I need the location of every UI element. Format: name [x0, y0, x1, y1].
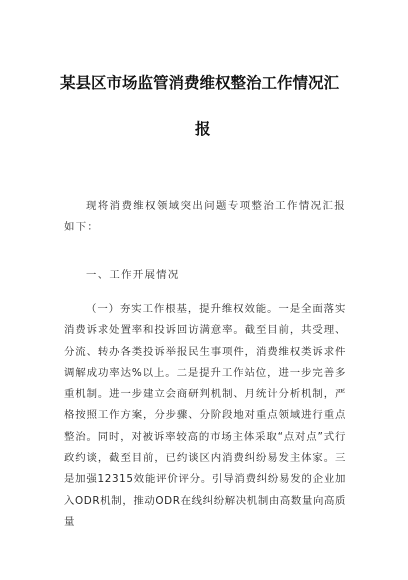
section-heading: 一、工作开展情况 — [86, 269, 180, 281]
intro-paragraph: 现将消费维权领域突出问题专项整治工作情况汇报如下： — [64, 200, 346, 234]
body-paragraph: （一）夯实工作根基，提升维权效能。一是全面落实消费诉求处置率和投诉回访满意率。截至目前，共受理、分流、转办各类投诉举报民生事项件，消费维权类诉求件调解成功率达%以上。二是提升工作站位，进一步完善多重机制。进一步建立会商研判机制、月统计分析机制，严格按照工作方案，分步骤、分阶段地对重点领域进行重点整治。同时，对被诉率较高的市场主体采取“点对点”式行政约谈，截至目前，已约谈区内消费纠纷易发主体家。三是加强12315效能评价评分。引导消费纠纷易发的企业加入ODR机制，推动ODR在线纠纷解决机制由高数量向高质量 — [64, 303, 346, 528]
document-title-line-1: 某县区市场监管消费维权整治工作情况汇 — [60, 74, 340, 92]
document-title-line-2: 报 — [195, 120, 211, 138]
